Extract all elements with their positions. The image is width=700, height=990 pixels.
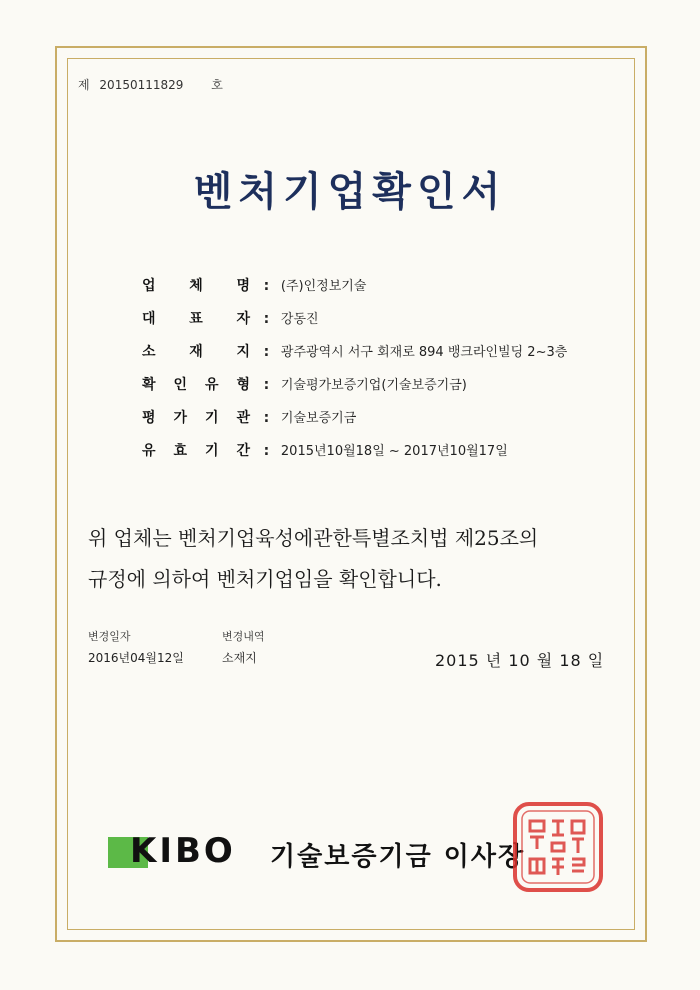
field-label: 소 재 지 — [142, 344, 252, 360]
field-label: 확 인 유 형 — [142, 377, 252, 393]
field-value: 광주광역시 서구 회재로 894 뱅크라인빌딩 2~3층 — [280, 345, 568, 360]
field-label: 유 효 기 간 — [142, 443, 252, 459]
field-value: 강동진 — [280, 312, 319, 327]
field-representative — [142, 308, 319, 328]
change-date-value: 2016년04월12일 — [88, 651, 184, 665]
kibo-logo: KIBO — [130, 831, 236, 871]
field-value: (주)인정보기술 — [280, 279, 367, 294]
field-label: 대 표 자 — [142, 311, 252, 327]
issue-date: 2015 년 10 월 18 일 — [435, 651, 605, 670]
change-date-label: 변경일자 — [88, 630, 131, 643]
field-confirmation-type — [142, 374, 467, 394]
field-value: 2015년10월18일 ~ 2017년10월17일 — [280, 444, 508, 459]
official-seal-stamp — [512, 801, 604, 893]
certificate-number-value: 20150111829 — [99, 78, 184, 92]
field-colon: : — [263, 311, 270, 327]
change-content-value: 소재지 — [222, 651, 257, 665]
field-colon: : — [263, 443, 270, 459]
field-evaluation-agency — [142, 407, 356, 427]
field-label: 업 체 명 — [142, 278, 252, 294]
field-label: 평 가 기 관 — [142, 410, 252, 426]
issuer-name: 기술보증기금 이사장 — [270, 842, 526, 872]
field-colon: : — [263, 377, 270, 393]
field-colon: : — [263, 410, 270, 426]
certificate-number — [78, 76, 223, 93]
certificate-number-prefix: 제 — [78, 78, 90, 92]
change-content-label: 변경내역 — [222, 630, 265, 643]
field-value: 기술평가보증기업(기술보증기금) — [280, 378, 467, 393]
field-colon: : — [263, 344, 270, 360]
field-address — [142, 341, 567, 361]
field-value: 기술보증기금 — [280, 411, 357, 426]
certificate-number-suffix: 호 — [211, 78, 223, 92]
field-colon: : — [263, 278, 270, 294]
field-company-name — [142, 275, 366, 295]
document-title: 벤처기업확인서 — [193, 168, 507, 215]
field-validity-period — [142, 440, 508, 460]
statement-line-2: 규정에 의하여 벤처기업임을 확인합니다. — [88, 567, 442, 591]
statement-line-1: 위 업체는 벤처기업육성에관한특별조치법 제25조의 — [88, 526, 539, 550]
